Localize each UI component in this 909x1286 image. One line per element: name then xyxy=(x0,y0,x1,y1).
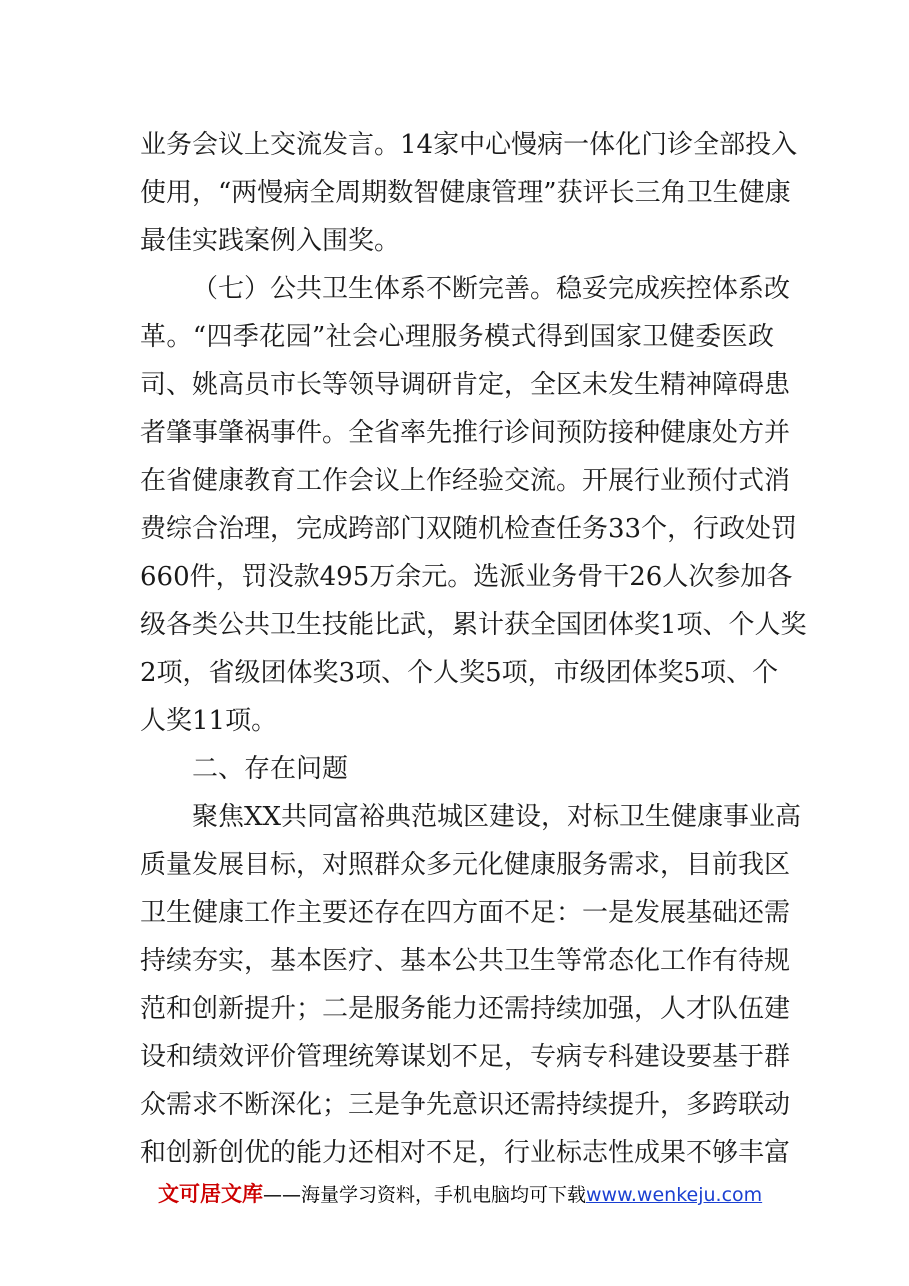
footer-brand: 文可居文库 xyxy=(158,1182,263,1206)
problems-line-5: 范和创新提升；二是服务能力还需持续加强，人才队伍建 xyxy=(140,994,791,1024)
body-line-2: 使用，“两慢病全周期数智健康管理”获评长三角卫生健康 xyxy=(140,178,791,208)
footer-tagline: ——海量学习资料，手机电脑均可下载 xyxy=(263,1184,587,1206)
footer-url-link[interactable]: www.wenkeju.com xyxy=(586,1184,763,1206)
problems-line-8: 和创新创优的能力还相对不足，行业标志性成果不够丰富 xyxy=(140,1138,791,1168)
body-line-3: 最佳实践案例入围奖。 xyxy=(140,226,401,256)
section-heading-problems: 二、存在问题 xyxy=(192,754,349,784)
section-seven-line-1: （七）公共卫生体系不断完善。稳妥完成疾控体系改 xyxy=(192,274,791,304)
section-seven-line-3: 司、姚高员市长等领导调研肯定，全区未发生精神障碍患 xyxy=(140,370,791,400)
problems-line-7: 众需求不断深化；三是争先意识还需持续提升，多跨联动 xyxy=(140,1090,791,1120)
section-seven-line-4: 者肇事肇祸事件。全省率先推行诊间预防接种健康处方并 xyxy=(140,418,791,448)
section-seven-line-9: 2项，省级团体奖3项、个人奖5项，市级团体奖5项、个 xyxy=(140,658,779,688)
problems-line-2: 质量发展目标，对照群众多元化健康服务需求，目前我区 xyxy=(140,850,791,880)
problems-line-4: 持续夯实，基本医疗、基本公共卫生等常态化工作有待规 xyxy=(140,946,791,976)
section-seven-line-10: 人奖11项。 xyxy=(140,706,278,736)
section-seven-line-7: 660件，罚没款495万余元。选派业务骨干26人次参加各 xyxy=(140,562,793,592)
section-seven-line-6: 费综合治理，完成跨部门双随机检查任务33个，行政处罚 xyxy=(140,514,798,544)
section-seven-line-2: 革。“四季花园”社会心理服务模式得到国家卫健委医政 xyxy=(140,322,774,352)
section-seven-line-5: 在省健康教育工作会议上作经验交流。开展行业预付式消 xyxy=(140,466,791,496)
section-seven-line-8: 级各类公共卫生技能比武，累计获全国团体奖1项、个人奖 xyxy=(140,610,807,640)
watermark-footer xyxy=(158,1181,763,1208)
body-line-1: 业务会议上交流发言。14家中心慢病一体化门诊全部投入 xyxy=(140,130,798,160)
problems-line-3: 卫生健康工作主要还存在四方面不足：一是发展基础还需 xyxy=(140,898,791,928)
problems-line-6: 设和绩效评价管理统筹谋划不足，专病专科建设要基于群 xyxy=(140,1042,791,1072)
problems-line-1: 聚焦XX共同富裕典范城区建设，对标卫生健康事业高 xyxy=(192,802,802,832)
